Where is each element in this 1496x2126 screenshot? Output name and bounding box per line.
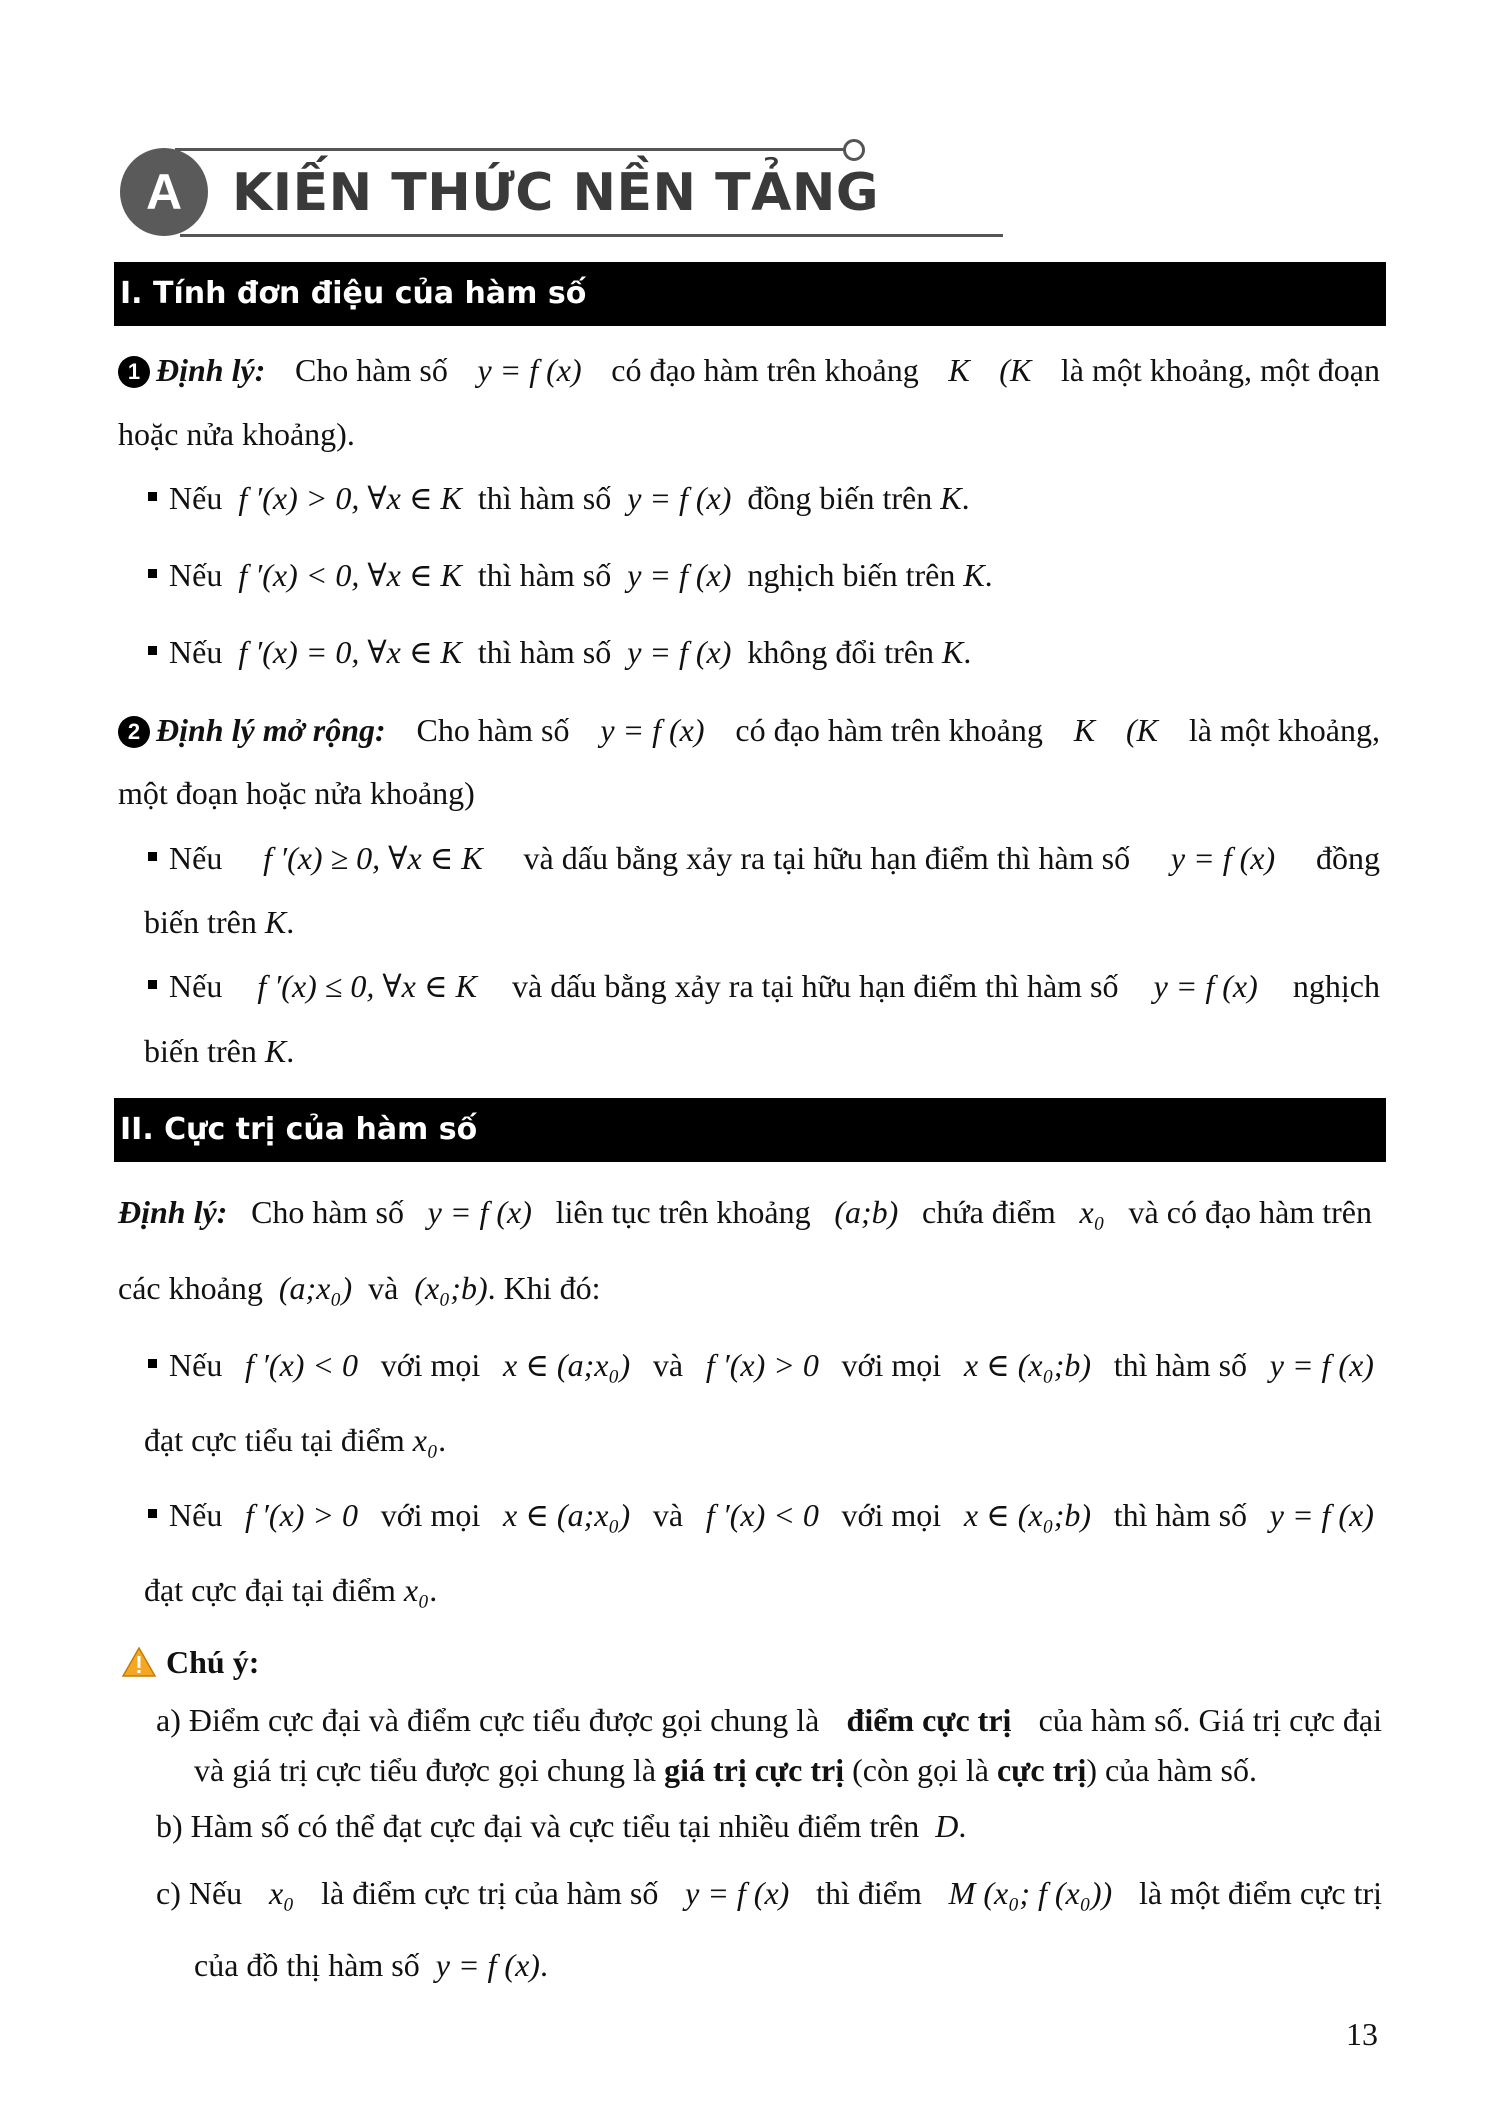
text: là một khoảng, một đoạn (1060, 352, 1380, 388)
theorem-1-line-2: hoặc nửa khoảng). (118, 416, 355, 452)
math: y = f (x) (600, 712, 705, 748)
extrema-bullet-2-line-2: đạt cực đại tại điểm x₀. (144, 1572, 438, 1608)
text: có đạo hàm trên khoảng (611, 352, 919, 388)
note-c-line-1: c) Nếu x₀ là điểm cực trị của hàm số y = f (x) thì điểm M (x₀; f (x₀)) là một điểm cực trị (156, 1875, 1382, 1911)
number-badge-2: 2 (118, 716, 150, 748)
section-letter-badge: A (120, 148, 208, 236)
note-heading: Chú ý: (122, 1642, 259, 1682)
math: K (948, 352, 970, 388)
text: Cho hàm số (416, 712, 570, 748)
header-rule-top (175, 148, 845, 151)
number-badge-1: 1 (118, 356, 150, 388)
bullet-square (148, 1509, 157, 1518)
theorem-2-line-2: một đoạn hoặc nửa khoảng) (118, 775, 475, 811)
theorem-2-line-1 (118, 710, 1380, 750)
note-c-line-2: của đồ thị hàm số y = f (x). (194, 1947, 548, 1983)
bullet-square (148, 980, 157, 989)
math: (K (1126, 712, 1158, 748)
theorem-2-bullet-2-line-1: Nếu f ′(x) ≤ 0, ∀x ∈ K và dấu bằng xảy ra tại hữu hạn điểm thì hàm số y = f (x) nghịch (148, 966, 1380, 1006)
section-title: KIẾN THỨC NỀN TẢNG (232, 163, 880, 223)
warning-icon (122, 1647, 156, 1677)
theorem-1-bullet-1: Nếu f ′(x) > 0, ∀x ∈ K thì hàm số y = f (x) đồng biến trên K. (148, 478, 970, 518)
text: có đạo hàm trên khoảng (735, 712, 1043, 748)
note-b: b) Hàm số có thể đạt cực đại và cực tiểu tại nhiều điểm trên D. (156, 1808, 967, 1844)
note-a-line-1: a) Điểm cực đại và điểm cực tiểu được gọi chung là điểm cực trị của hàm số. Giá trị cực đại (156, 1702, 1382, 1738)
theorem-2-bullet-1-line-1: Nếu f ′(x) ≥ 0, ∀x ∈ K và dấu bằng xảy ra tại hữu hạn điểm thì hàm số y = f (x) đồng (148, 838, 1380, 878)
extrema-bullet-1-line-2: đạt cực tiểu tại điểm x₀. (144, 1422, 447, 1458)
theorem-2-bullet-1-line-2: biến trên K. (144, 904, 295, 940)
theorem-1-line-1 (118, 350, 1380, 390)
header-ring-ornament (843, 139, 865, 161)
extrema-theorem-line-2: các khoảng (a;x₀) và (x₀;b). Khi đó: (118, 1270, 601, 1306)
bullet-square (148, 646, 157, 655)
theorem-label: Định lý: (156, 352, 266, 388)
extrema-theorem-line-1: Định lý: Cho hàm số y = f (x) liên tục trên khoảng (a;b) chứa điểm x₀ và có đạo hàm trên (118, 1194, 1372, 1230)
theorem-label: Định lý mở rộng: (156, 712, 386, 748)
text: là một khoảng, (1188, 712, 1380, 748)
theorem-2-bullet-2-line-2: biến trên K. (144, 1033, 295, 1069)
extrema-bullet-1-line-1: Nếu f ′(x) < 0 với mọi x ∈ (a;x₀) và f ′(x) > 0 với mọi x ∈ (x₀;b) thì hàm số y = f (x) (148, 1345, 1374, 1385)
theorem-1-bullet-3: Nếu f ′(x) = 0, ∀x ∈ K thì hàm số y = f (x) không đổi trên K. (148, 632, 971, 672)
theorem-1-bullet-2: Nếu f ′(x) < 0, ∀x ∈ K thì hàm số y = f (x) nghịch biến trên K. (148, 555, 993, 595)
section-bar-extrema: II. Cực trị của hàm số (114, 1098, 1386, 1162)
extrema-bullet-2-line-1: Nếu f ′(x) > 0 với mọi x ∈ (a;x₀) và f ′(x) < 0 với mọi x ∈ (x₀;b) thì hàm số y = f (x) (148, 1495, 1374, 1535)
math: K (1073, 712, 1096, 748)
bullet-square (148, 492, 157, 501)
section-bar-monotonicity: I. Tính đơn điệu của hàm số (114, 262, 1386, 326)
math: y = f (x) (477, 352, 582, 388)
bullet-square (148, 569, 157, 578)
page-number: 13 (1346, 2016, 1378, 2052)
bullet-square (148, 852, 157, 861)
note-a-line-2: và giá trị cực tiểu được gọi chung là giá trị cực trị (còn gọi là cực trị) của hàm số. (194, 1752, 1257, 1788)
text: Cho hàm số (294, 352, 448, 388)
header-rule-bottom (180, 234, 1003, 237)
bullet-square (148, 1359, 157, 1368)
theorem-label: Định lý: (118, 1194, 228, 1230)
math: (K (999, 352, 1032, 388)
